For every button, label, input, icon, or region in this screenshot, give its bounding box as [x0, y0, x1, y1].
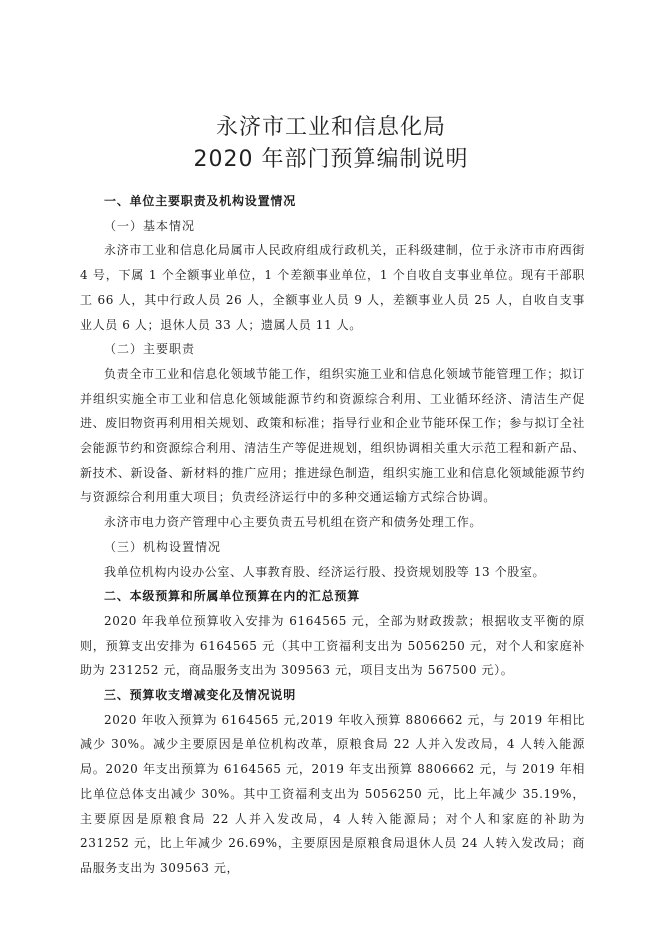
subsection-heading-basic-info: （一）基本情况	[104, 218, 196, 233]
document-body	[80, 189, 585, 881]
subsection-heading-duties: （二）主要职责	[104, 342, 196, 357]
paragraph-power-center: 永济市电力资产管理中心主要负责五号机组在资产和债务处理工作。	[104, 515, 483, 530]
paragraph-budget-changes: 2020 年收入预算为 6164565 元,2019 年收入预算 8806662 元，与 2019 年相比减少 30%。减少主要原因是单位机构改革，原粮食局 22 人并入发改局，4 人转入能源局。2020 年支出预算为 6164565 元，2019 年支出预算 8806662 元，与 2019 年相比单位总体支出减少 30%。其中工资福利支出为 5056250 元，比上年减少 35.19%，主要原因是原粮食局 22 人并入发改局，4 人转入能源局；对个人和家庭的补助为 231252 元，比上年减少 26.69%，主要原因是原粮食局退休人员 24 人转入发改局；商品服务支出为 309563 元，	[80, 712, 585, 875]
document-title-line1: 永济市工业和信息化局	[215, 115, 446, 140]
paragraph-duties: 负责全市工业和信息化领域节能工作，组织实施工业和信息化领域节能管理工作；拟订并组织实施全市工业和信息化领域能源节约和资源综合利用、工业循环经济、清洁生产促进、废旧物资再利用相关规划、政策和标准；指导行业和企业节能环保工作；参与拟订全社会能源节约和资源综合利用、清洁生产等促进规划，组织协调相关重大示范工程和新产品、新技术、新设备、新材料的推广应用；推进绿色制造，组织实施工业和信息化领域能源节约与资源综合利用重大项目；负责经济运行中的多种交通运输方式综合协调。	[80, 366, 585, 505]
document-title-line2: 2020 年部门预算编制说明	[193, 147, 469, 172]
paragraph-summary-budget: 2020 年我单位预算收入安排为 6164565 元，全部为财政拨款；根据收支平衡的原则，预算支出安排为 6164565 元（其中工资福利支出为 5056250 元，对个人和家庭补助为 231252 元，商品服务支出为 309563 元，项目支出为 567500 元）。	[80, 613, 585, 678]
subsection-heading-structure: （三）机构设置情况	[104, 539, 222, 554]
paragraph-basic-info: 永济市工业和信息化局属市人民政府组成行政机关，正科级建制，位于永济市市府西街 4 号，下属 1 个全额事业单位，1 个差额事业单位，1 个自收自支事业单位。现有干部职工 66 人，其中行政人员 26 人，全额事业人员 9 人，差额事业人员 25 人，自收自支事业人员 6 人；退休人员 33 人；遗属人员 11 人。	[80, 243, 585, 332]
section-heading-3: 三、预算收支增减变化及情况说明	[104, 688, 297, 703]
section-heading-2: 二、本级预算和所属单位预算在内的汇总预算	[104, 589, 361, 604]
section-heading-1: 一、单位主要职责及机构设置情况	[104, 194, 297, 208]
paragraph-structure: 我单位机构内设办公室、人事教育股、经济运行股、投资规划股等 13 个股室。	[104, 564, 546, 579]
